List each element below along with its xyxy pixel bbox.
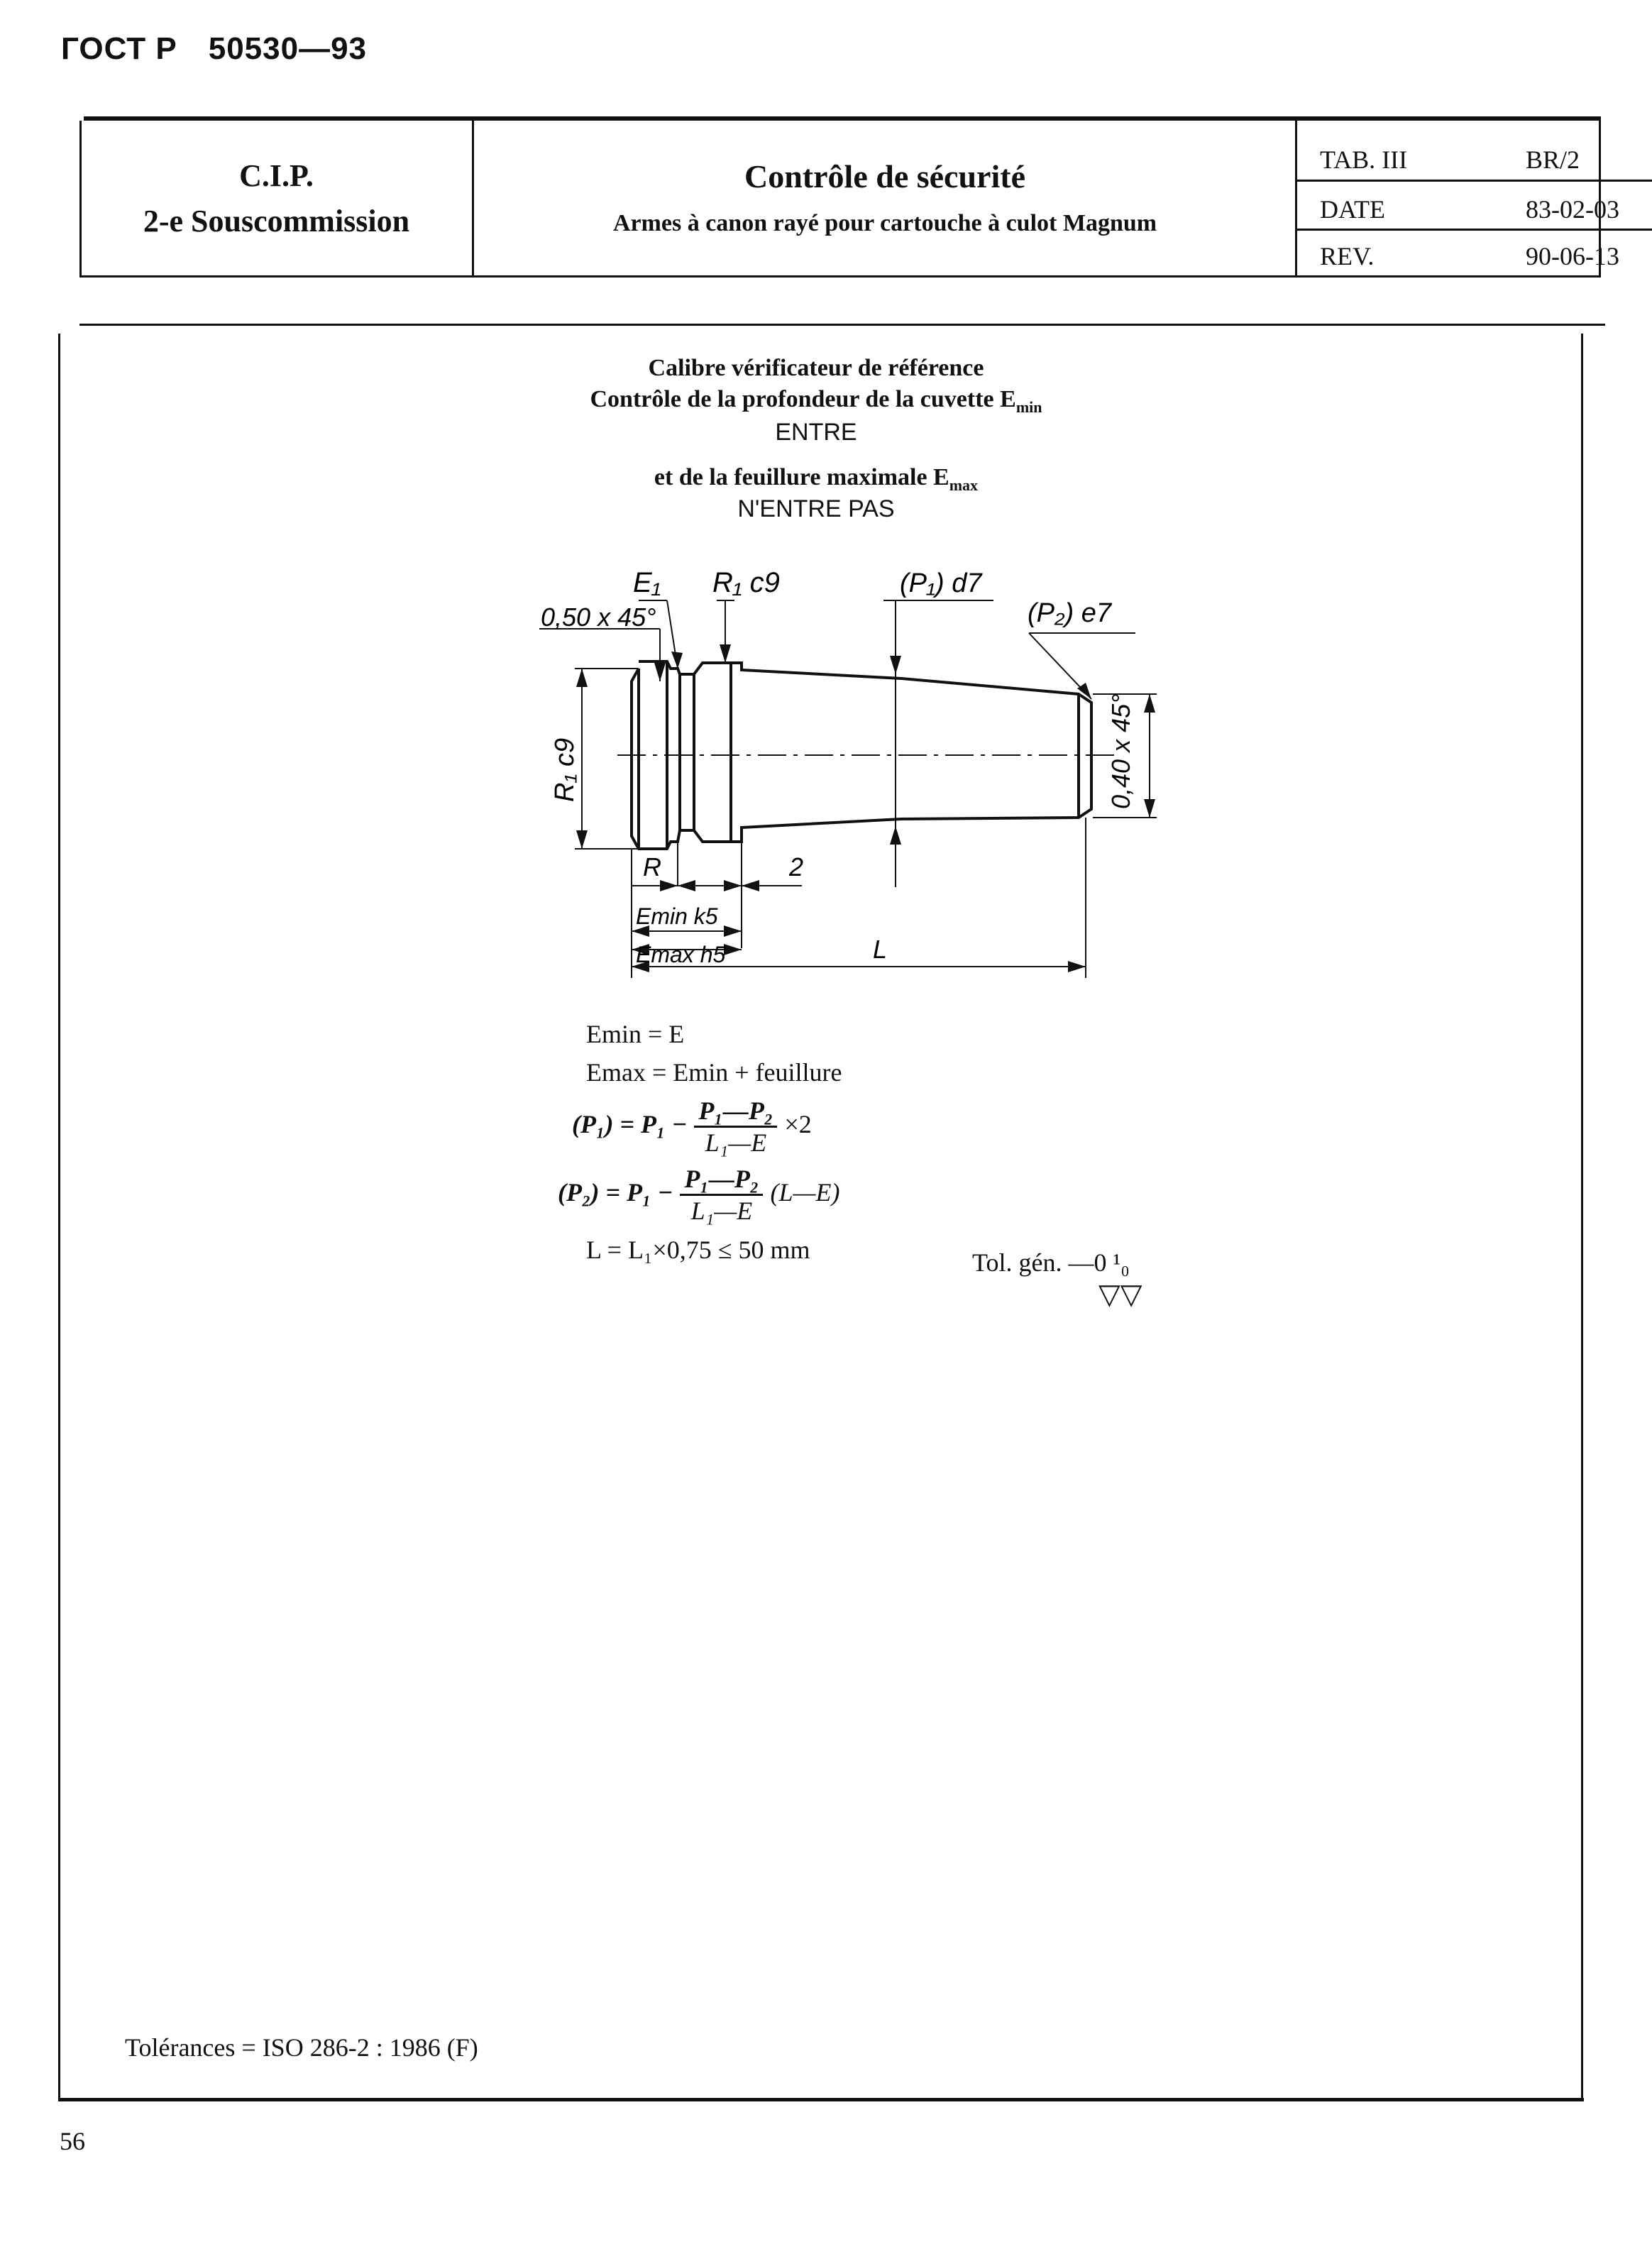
page-number: 56	[60, 2127, 85, 2155]
gost-number: 50530—93	[208, 31, 368, 66]
label-e1: E₁	[633, 567, 661, 598]
title-line-2-text: Contrôle de la profondeur de la cuvette E	[590, 386, 1016, 412]
label-l: L	[873, 935, 888, 964]
label-chamfer-right: 0,40 x 45°	[1106, 693, 1135, 809]
title-line-2-sub: min	[1015, 397, 1042, 416]
formula-p2-rhs: (L—E)	[770, 1177, 840, 1207]
formula-p1-rhs: ×2	[784, 1109, 812, 1138]
title-line-4-sub: max	[949, 476, 979, 494]
label-p1d7: (P₁) d7	[900, 568, 982, 598]
label-r1c9-top: R₁ c9	[712, 567, 780, 598]
formula-emax: Emax = Emin + feuillure	[586, 1058, 842, 1087]
formula-p2	[558, 1164, 839, 1226]
formula-p2-den: L₁—E	[690, 1197, 753, 1225]
title-line-4-text: et de la feuillure maximale E	[654, 464, 949, 490]
row-key: REV.	[1320, 242, 1375, 270]
label-r1c9-left: R₁ c9	[550, 737, 580, 802]
gost-standard: ГОСТ Р	[61, 31, 177, 66]
row-key: DATE	[1320, 195, 1385, 224]
label-r: R	[643, 852, 661, 881]
formula-p1-lhs: (P₁) = P₁ −	[572, 1109, 688, 1138]
surface-finish-symbols: ▽▽	[1098, 1278, 1142, 1310]
header-title: Contrôle de sécurité	[744, 158, 1025, 194]
formula-p1-den: L₁—E	[705, 1128, 767, 1157]
formula-p2-fraction	[680, 1164, 763, 1226]
label-p2e7: (P₂) e7	[1028, 598, 1111, 628]
row-value: 90-06-13	[1526, 242, 1619, 270]
formula-p2-lhs: (P₂) = P₁ −	[558, 1177, 673, 1207]
formula-p1-num: P₁—P₂	[694, 1096, 777, 1128]
header-subtitle: Armes à canon rayé pour cartouche à culot Magnum	[612, 210, 1157, 236]
formula-p2-num: P₁—P₂	[680, 1164, 763, 1196]
label-two: 2	[789, 852, 804, 881]
gauge-drawing	[0, 0, 1652, 1008]
title-line-3: ENTRE	[775, 419, 857, 446]
title-line-5: N'ENTRE PAS	[737, 495, 895, 522]
row-key: TAB. III	[1320, 145, 1408, 174]
frame-bottom	[58, 2098, 1584, 2101]
row-value: BR/2	[1526, 145, 1580, 174]
label-emax-h5: Emax h5	[636, 942, 726, 967]
iso-tolerances-note: Tolérances = ISO 286-2 : 1986 (F)	[125, 2033, 478, 2062]
header-org: C.I.P.	[239, 158, 314, 193]
row-value: 83-02-03	[1526, 195, 1619, 224]
label-emin-k5: Emin k5	[636, 903, 718, 929]
title-line-1: Calibre vérificateur de référence	[648, 355, 984, 381]
formula-p1-fraction	[694, 1096, 777, 1158]
label-chamfer-left: 0,50 x 45°	[541, 603, 656, 632]
formula-p1	[572, 1096, 812, 1158]
formula-emin: Emin = E	[586, 1020, 685, 1048]
general-tolerance: Tol. gén. —0 ¹₀	[972, 1248, 1130, 1277]
header-subcommission: 2-e Souscommission	[143, 204, 410, 238]
formula-l: L = L₁×0,75 ≤ 50 mm	[586, 1236, 810, 1264]
